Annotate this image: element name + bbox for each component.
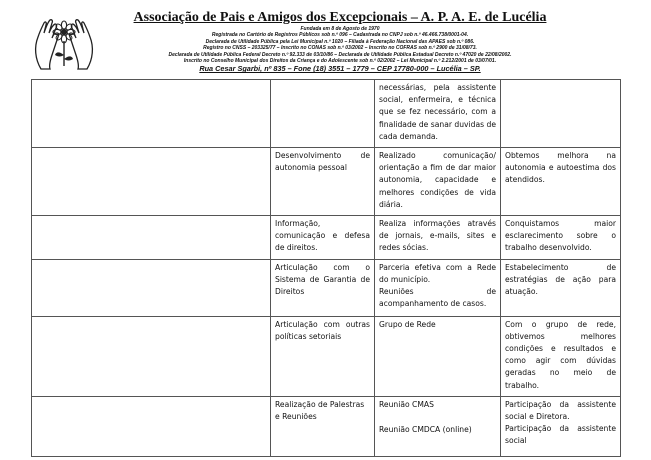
activities-table <box>31 79 621 457</box>
description-line: Reuniões de acompanhamento de casos. <box>379 287 496 309</box>
description-line: Parceria efetiva com a Rede do município. <box>379 262 496 284</box>
cell-description <box>375 396 501 456</box>
cell-activity <box>32 216 271 260</box>
cell-result <box>501 396 621 456</box>
cnss-line: Registro no CNSS – 203325/77 – Inscrito no CONAS sob n.º 03/2002 – Inscrito no COFRAS sob n.º 2900 de 31/08/73. <box>203 45 477 52</box>
council-line: Inscrito no Conselho Municipal dos Direitos da Criança e do Adolescente sob n.º 02/2002 – Lei Municipal n.º 2.212/2001 de 03/07/01. <box>183 58 497 65</box>
table-row <box>32 80 621 148</box>
cell-result: Conquistamos maior esclarecimento sobre o trabalho desenvolvido. <box>501 216 621 260</box>
cell-action: Realização de Palestras e Reuniões <box>271 396 375 456</box>
cell-description <box>375 259 501 316</box>
public-utility-line: Declarada de Utilidade Pública pela Lei Municipal n.º 1020 – Filiada à Federação Nacional das APAES sob n.º 086. <box>205 38 475 45</box>
cell-action <box>271 80 375 148</box>
table-row <box>32 259 621 316</box>
description-line: Reunião CMAS <box>379 399 434 409</box>
founding-line: Fundada em 8 de Agosto de 1970 <box>300 26 380 32</box>
cell-description: Grupo de Rede <box>375 316 501 396</box>
cell-result: Obtemos melhora na autonomia e autoestima dos atendidos. <box>501 148 621 216</box>
table-row <box>32 216 621 260</box>
registry-line: Registrada no Cartório de Registros Públicos sob n.º 096 – Cadastrada no CNPJ sob n.º 46.466.738/0001-04. <box>211 32 469 39</box>
cell-action: Informação, comunicação e defesa de direitos. <box>271 216 375 260</box>
cell-activity <box>32 396 271 456</box>
table-row <box>32 316 621 396</box>
cell-result: Com o grupo de rede, obtivemos melhores condições e resultados e como agir com dúvidas geradas no meio de trabalho. <box>501 316 621 396</box>
cell-action: Articulação com outras políticas setoriais <box>271 316 375 396</box>
cell-activity <box>32 316 271 396</box>
table-row <box>32 148 621 216</box>
cell-activity <box>32 80 271 148</box>
letterhead <box>104 10 576 74</box>
cell-activity <box>32 148 271 216</box>
table-row <box>32 396 621 456</box>
federal-decree-line: Declarada de Utilidade Pública Federal Decreto n.º 92.333 de 03/10/86 – Declarada de Utilidade Pública Estadual Decreto n.º 47020 de 22/08/2002. <box>168 51 512 58</box>
description-line: Reunião CMDCA (online) <box>379 425 472 435</box>
cell-description: Realizado comunicação/ orientação a fim de dar maior autonomia, capacidade e melhores condições de vida diária. <box>375 148 501 216</box>
cell-description: Realiza informações através de jornais, e-mails, sites e redes sócias. <box>375 216 501 260</box>
organization-name: Associação de Pais e Amigos dos Excepcionais – A. P. A. E. de Lucélia <box>133 10 547 25</box>
cell-activity <box>32 259 271 316</box>
cell-result <box>501 80 621 148</box>
cell-description: necessárias, pela assistente social, enfermeira, e técnica que se fez necessário, com a finalidade de sanar duvidas de cada demanda. <box>375 80 501 148</box>
cell-action: Articulação com o Sistema de Garantia de Direitos <box>271 259 375 316</box>
result-line: Participação da assistente social e Diretora. <box>505 399 616 422</box>
cell-result: Estabelecimento de estratégias de ação para atuação. <box>501 259 621 316</box>
result-line: Participação da assistente social <box>505 424 616 446</box>
apae-logo <box>29 11 99 73</box>
address-line: Rua Cesar Sgarbi, nº 835 – Fone (18) 3551 – 1779 – CEP 17780-000 – Lucélia – SP. <box>199 64 481 74</box>
cell-action: Desenvolvimento de autonomia pessoal <box>271 148 375 216</box>
